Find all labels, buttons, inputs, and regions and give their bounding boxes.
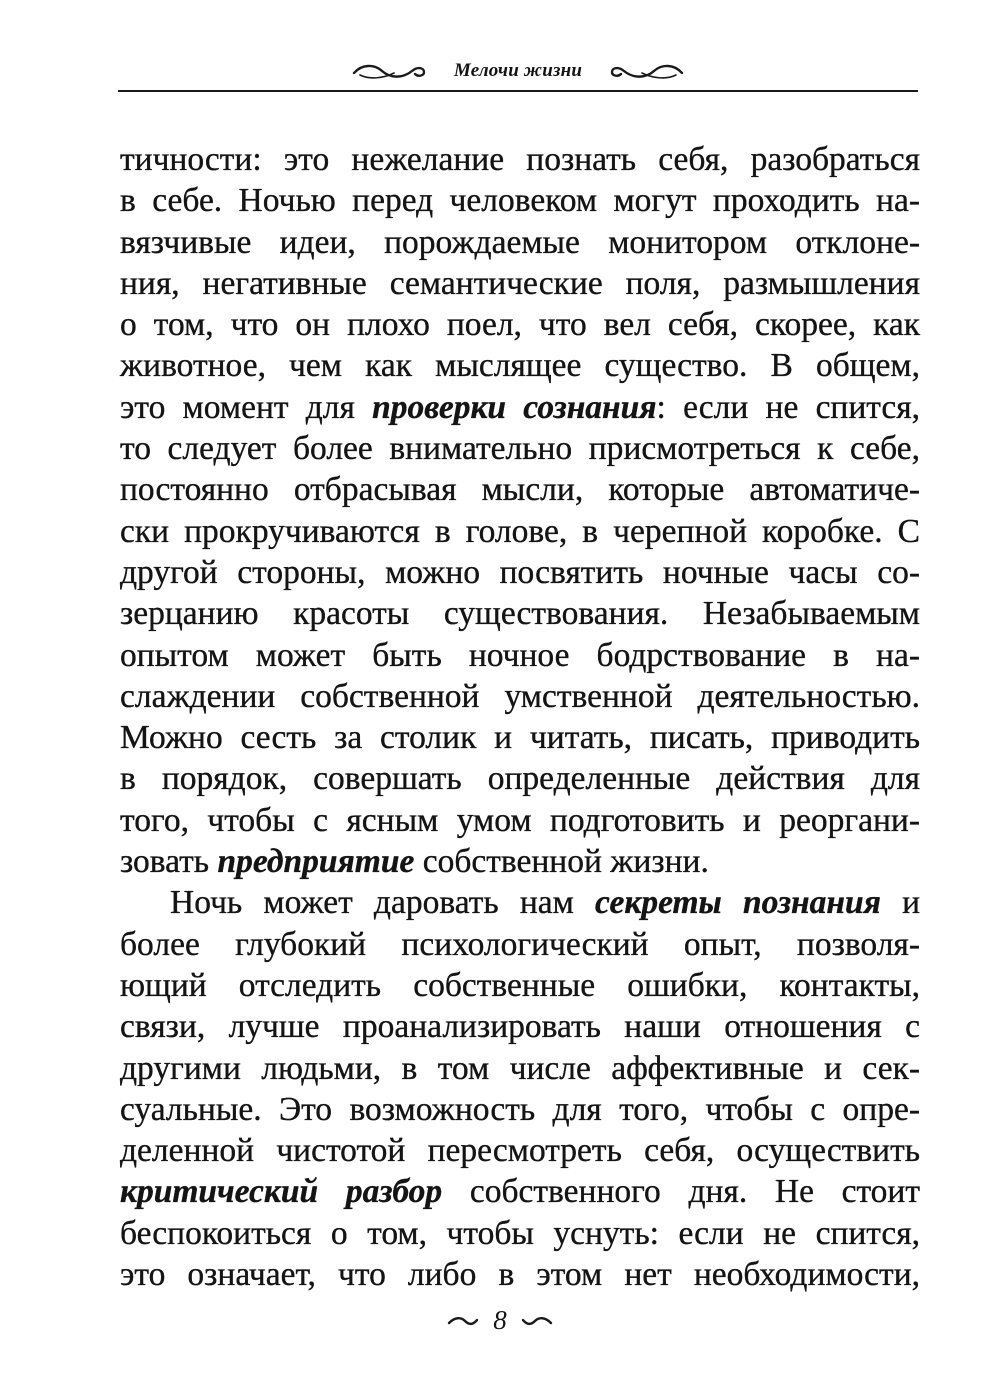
text-segment: другой стороны, можно посвятить ночные часы со- (120, 553, 920, 591)
text-segment: деленной чистотой пересмотреть себя, осуществить (120, 1132, 920, 1170)
text-segment: это означает, что либо в этом нет необходимости, (120, 1256, 920, 1294)
emphasized-phrase: предприятие (217, 843, 415, 881)
body-text (120, 139, 920, 1295)
text-line (120, 593, 920, 634)
text-line (120, 511, 920, 552)
text-segment: связи, лучше проанализировать наши отношения с (120, 1008, 920, 1046)
text-line (120, 552, 920, 593)
text-line (120, 1048, 920, 1089)
flourish-right-icon (608, 60, 686, 82)
text-line (120, 800, 920, 841)
footer-flourish-left-icon (447, 1315, 479, 1327)
text-segment: это момент для (120, 388, 373, 426)
text-line (120, 1130, 920, 1171)
emphasized-phrase: проверки сознания (372, 388, 657, 426)
text-line (120, 758, 920, 799)
text-segment: в порядок, совершать определенные действия для (120, 760, 920, 798)
text-segment: тичности: это нежелание познать себя, разобраться (120, 141, 920, 178)
text-segment: животное, чем как мыслящее существо. В общем, (120, 347, 920, 385)
text-segment: того, чтобы с ясным умом подготовить и реоргани- (120, 801, 920, 839)
text-segment: ния, негативные семантические поля, размышления (120, 264, 920, 302)
text-line (120, 1254, 920, 1295)
text-line (120, 1089, 920, 1130)
text-line (120, 469, 920, 510)
flourish-left-icon (350, 60, 428, 82)
header-divider (118, 90, 918, 92)
text-line (120, 717, 920, 758)
text-line (120, 635, 920, 676)
text-segment: и (880, 884, 920, 922)
text-segment: более глубокий психологический опыт, позволя- (120, 925, 920, 963)
text-line (120, 841, 920, 882)
text-segment: собственной жизни. (414, 843, 709, 881)
text-segment: ющий отследить собственные ошибки, контакты, (120, 966, 920, 1004)
text-line (120, 387, 920, 428)
emphasized-phrase: секреты познания (595, 884, 881, 922)
text-line (120, 676, 920, 717)
text-segment: Ночь может даровать нам (170, 884, 596, 922)
text-line (120, 222, 920, 263)
text-line (120, 428, 920, 469)
footer-flourish-right-icon (521, 1315, 553, 1327)
text-segment: : если не спится, (656, 388, 920, 426)
text-segment: Можно сесть за столик и читать, писать, приводить (120, 719, 920, 757)
text-line (120, 139, 920, 180)
text-segment: другими людьми, в том числе аффективные и сек- (120, 1049, 920, 1087)
text-segment: то следует более внимательно присмотреться к себе, (120, 430, 920, 468)
text-segment: зерцанию красоты существования. Незабываемым (120, 595, 920, 633)
text-line (120, 304, 920, 345)
text-segment: суальные. Это возможность для того, чтобы с опре- (120, 1090, 920, 1128)
text-line (120, 1213, 920, 1254)
text-line (120, 180, 920, 221)
running-header-title: Мелочи жизни (453, 60, 583, 81)
text-segment: вязчивые идеи, порождаемые монитором отклоне- (120, 223, 920, 261)
text-line (120, 1006, 920, 1047)
page-number: 8 (493, 1305, 507, 1335)
emphasized-phrase: критический разбор (120, 1173, 443, 1211)
text-segment: о том, что он плохо поел, что вел себя, скорее, как (120, 306, 920, 344)
text-segment: собственного дня. Не стоит (442, 1173, 920, 1211)
text-segment: опытом может быть ночное бодрствование в на- (120, 636, 920, 674)
text-segment: ски прокручиваются в голове, в черепной коробке. С (120, 512, 920, 550)
text-line (120, 924, 920, 965)
text-line (120, 882, 920, 923)
running-header (118, 50, 918, 92)
text-segment: постоянно отбрасывая мысли, которые автоматиче- (120, 471, 920, 509)
text-segment: зовать (120, 843, 218, 881)
text-line (120, 1171, 920, 1212)
text-line (120, 263, 920, 304)
page-footer (0, 1305, 1000, 1336)
text-segment: слаждении собственной умственной деятельностью. (120, 677, 920, 715)
text-line (120, 345, 920, 386)
text-segment: беспокоиться о том, чтобы уснуть: если не спится, (120, 1214, 920, 1252)
text-segment: в себе. Ночью перед человеком могут проходить на- (120, 182, 920, 220)
text-line (120, 965, 920, 1006)
